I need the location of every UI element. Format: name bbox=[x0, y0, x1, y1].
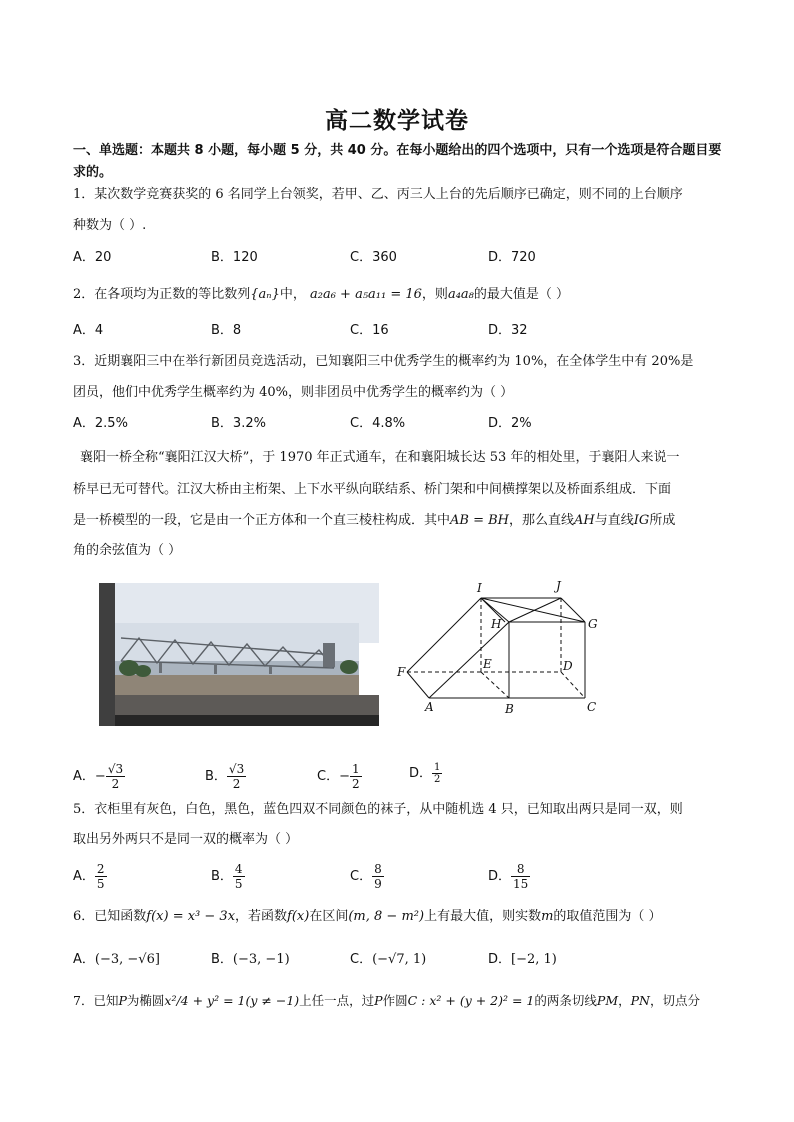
q7-comma: ， bbox=[618, 993, 631, 1008]
q4-option-a[interactable] bbox=[73, 762, 125, 791]
q7-pm: PM bbox=[596, 993, 619, 1008]
q6-variable: m bbox=[541, 909, 554, 924]
photo-rocks bbox=[115, 695, 379, 715]
q6-suffix2: 的取值范围为（ ） bbox=[553, 909, 662, 924]
q4-option-c-den: 2 bbox=[351, 777, 360, 791]
q6-suffix: 上有最大值，则实数 bbox=[424, 909, 542, 924]
q5-option-c-num: 8 bbox=[374, 862, 382, 876]
q5-option-b-den: 5 bbox=[234, 877, 243, 891]
q4-option-a-fraction bbox=[106, 762, 125, 791]
q6-mid: ，若函数 bbox=[235, 909, 288, 924]
q7-ellipse: x²/4 + y² = 1(y ≠ −1) bbox=[164, 993, 300, 1008]
q4-line-ig: IG bbox=[633, 513, 650, 528]
q5-option-a-label: A． bbox=[73, 869, 95, 884]
q7-circle: C : x² + (y + 2)² = 1 bbox=[407, 993, 535, 1008]
q3-option-a[interactable]: A．2.5% bbox=[73, 416, 128, 431]
q5-option-b-fraction bbox=[233, 862, 245, 891]
page-title: 高二数学试卷 bbox=[325, 108, 469, 134]
q3-options bbox=[73, 413, 723, 435]
q5-option-d-label: D． bbox=[488, 869, 512, 884]
q4-option-b-num: √3 bbox=[228, 762, 245, 776]
q6-option-a-value: (−3, −√6] bbox=[94, 952, 160, 967]
photo-tower bbox=[323, 643, 335, 667]
q4-option-d-label: D． bbox=[409, 766, 433, 781]
q2-mid: 中， bbox=[279, 287, 306, 302]
q6-option-b-label: B． bbox=[211, 952, 233, 967]
q4-line3-b: ，那么直线 bbox=[509, 513, 575, 528]
diagram-label-c: C bbox=[587, 700, 597, 714]
q2-prefix: 2．在各项均为正数的等比数列 bbox=[73, 287, 251, 302]
q1-line2: 种数为（ ）. bbox=[73, 218, 147, 233]
diagram-label-h: H bbox=[491, 617, 502, 631]
q6-interval: (m, 8 − m²) bbox=[348, 909, 425, 924]
q4-ab-bh: AB = BH bbox=[450, 513, 510, 528]
q6-option-b[interactable] bbox=[211, 949, 290, 971]
q4-option-d-den: 2 bbox=[434, 774, 441, 785]
q3-line2: 团员，他们中优秀学生概率约为 40%，则非团员中优秀学生的概率约为（ ） bbox=[73, 385, 514, 400]
q5-line1: 5．衣柜里有灰色，白色，黑色，蓝色四双不同颜色的袜子，从中随机选 4 只，已知取出两只是同一双，则 bbox=[73, 802, 683, 817]
q5-option-a-fraction bbox=[95, 862, 107, 891]
q6-prefix: 6．已知函数 bbox=[73, 909, 147, 924]
q5-option-b[interactable] bbox=[211, 862, 245, 891]
q4-options bbox=[73, 756, 723, 792]
diagram-label-f: F bbox=[397, 665, 406, 679]
q1-option-c[interactable]: C．360 bbox=[350, 250, 397, 265]
diagram-label-b: B bbox=[505, 702, 514, 716]
q6-option-a[interactable] bbox=[73, 949, 160, 971]
q2-condition: a₂a₆ + a₅a₁₁ = 16 bbox=[310, 287, 422, 302]
q4-line4: 角的余弦值为（ ） bbox=[73, 543, 182, 558]
q3-option-b[interactable]: B．3.2% bbox=[211, 416, 266, 431]
q4-option-b-den: 2 bbox=[232, 777, 241, 791]
q5-option-d-fraction bbox=[511, 862, 530, 891]
q7-line bbox=[73, 992, 700, 1010]
q4-option-c[interactable] bbox=[317, 762, 362, 791]
q4-option-a-den: 2 bbox=[111, 777, 120, 791]
q7-point-p2: P bbox=[374, 993, 383, 1008]
q1-options bbox=[73, 247, 723, 269]
q6-option-c[interactable] bbox=[350, 949, 426, 971]
q5-option-b-num: 4 bbox=[234, 862, 243, 876]
q3-option-c[interactable]: C．4.8% bbox=[350, 416, 406, 431]
q5-option-b-label: B． bbox=[211, 869, 233, 884]
q5-option-c-label: C． bbox=[350, 869, 373, 884]
q6-option-c-value: (−√7, 1) bbox=[372, 952, 427, 967]
q4-option-a-sign: − bbox=[94, 769, 106, 784]
q4-line3-c: 与直线 bbox=[594, 513, 634, 528]
q2-option-b[interactable]: B．8 bbox=[211, 323, 242, 338]
q6-line bbox=[73, 908, 662, 926]
q4-option-d-num: 1 bbox=[434, 762, 441, 773]
q7-mid3: 作圆 bbox=[382, 993, 408, 1008]
q2-option-c[interactable]: C．16 bbox=[350, 323, 389, 338]
q4-line-ah: AH bbox=[574, 513, 595, 528]
q5-option-a[interactable] bbox=[73, 862, 107, 891]
q4-option-b[interactable] bbox=[205, 762, 246, 791]
q4-line3-d: 所成 bbox=[649, 513, 676, 528]
q7-suffix: 的两条切线 bbox=[534, 993, 597, 1008]
q2-comma: ，则 bbox=[421, 287, 448, 302]
q6-option-b-value: (−3, −1) bbox=[232, 952, 290, 967]
q2-sequence: {aₙ} bbox=[250, 287, 280, 302]
photo-bottom-band bbox=[115, 715, 379, 726]
q6-fx: f(x) bbox=[287, 909, 310, 924]
q1-option-a[interactable]: A．20 bbox=[73, 250, 112, 265]
q6-options bbox=[73, 949, 723, 971]
q3-option-d[interactable]: D．2% bbox=[488, 416, 532, 431]
q2-option-a[interactable]: A．4 bbox=[73, 323, 104, 338]
q4-option-a-label: A． bbox=[73, 769, 95, 784]
q4-option-b-fraction bbox=[227, 762, 246, 791]
q4-option-c-sign: − bbox=[339, 769, 350, 784]
q7-pn: PN bbox=[630, 993, 650, 1008]
q7-mid: 为椭圆 bbox=[126, 993, 165, 1008]
q6-option-a-label: A． bbox=[73, 952, 95, 967]
diagram-label-d: D bbox=[563, 659, 573, 673]
q2-options bbox=[73, 320, 723, 342]
q1-option-d[interactable]: D．720 bbox=[488, 250, 536, 265]
bridge-photo bbox=[99, 583, 379, 726]
q5-option-c-fraction bbox=[372, 862, 384, 891]
photo-dark-edge bbox=[99, 583, 115, 726]
q6-option-d-label: D． bbox=[488, 952, 512, 967]
q3-line1: 3．近期襄阳三中在举行新团员竞选活动，已知襄阳三中优秀学生的概率约为 10%，在全体学生中有 20%是 bbox=[73, 354, 694, 369]
q6-option-c-label: C． bbox=[350, 952, 373, 967]
q1-line1: 1．某次数学竞赛获奖的 6 名同学上台领奖，若甲、乙、丙三人上台的先后顺序已确定，则不同的上台顺序 bbox=[73, 187, 683, 202]
diagram-label-i: I bbox=[477, 581, 482, 595]
q7-point-p: P bbox=[118, 993, 127, 1008]
q5-option-d-den: 15 bbox=[513, 877, 529, 891]
q2-option-d[interactable]: D．32 bbox=[488, 323, 528, 338]
diagram-solid-edges bbox=[407, 598, 585, 698]
q6-option-d-value: [−2, 1) bbox=[511, 952, 557, 967]
diagram-label-a: A bbox=[425, 700, 434, 714]
diagram-label-g: G bbox=[588, 617, 598, 631]
q6-mid2: 在区间 bbox=[309, 909, 349, 924]
q6-option-d[interactable] bbox=[488, 949, 557, 971]
q5-options bbox=[73, 856, 723, 892]
section-heading: 一、单选题：本题共 8 小题，每小题 5 分，共 40 分。在每小题给出的四个选项中，只有一个选项是符合题目要求的。 bbox=[73, 143, 722, 180]
q6-function: f(x) = x³ − 3x bbox=[146, 909, 236, 924]
q5-option-a-den: 5 bbox=[96, 877, 105, 891]
q4-line3-a: 是一桥模型的一段，它是由一个正方体和一个直三棱柱构成．其中 bbox=[73, 513, 451, 528]
q7-suffix2: ，切点分 bbox=[650, 993, 701, 1008]
q7-prefix: 7．已知 bbox=[73, 993, 119, 1008]
q4-line3 bbox=[73, 512, 675, 530]
q5-option-d[interactable] bbox=[488, 862, 530, 891]
q5-line2: 取出另外两只不是同一双的概率为（ ） bbox=[73, 832, 299, 847]
diagram-label-j: J bbox=[556, 579, 561, 593]
q4-option-c-num: 1 bbox=[351, 762, 360, 776]
q2-target: a₄a₈ bbox=[447, 287, 474, 302]
q1-option-b[interactable]: B．120 bbox=[211, 250, 258, 265]
bridge-model-diagram bbox=[395, 578, 615, 718]
q2-suffix: 的最大值是（ ） bbox=[473, 287, 570, 302]
q4-line1: 襄阳一桥全称“襄阳江汉大桥”，于 1970 年正式通车，在和襄阳城长达 53 年的相处里，于襄阳人来说一 bbox=[80, 450, 680, 465]
q5-option-a-num: 2 bbox=[96, 862, 105, 876]
q5-option-c-den: 9 bbox=[374, 877, 382, 891]
q7-mid2: 上任一点，过 bbox=[299, 993, 375, 1008]
diagram-label-e: E bbox=[483, 657, 492, 671]
q4-option-b-label: B． bbox=[205, 769, 227, 784]
q4-option-a-num: √3 bbox=[107, 762, 124, 776]
q5-option-d-num: 8 bbox=[511, 862, 530, 877]
q4-option-c-fraction bbox=[350, 762, 362, 791]
q4-option-c-label: C． bbox=[317, 769, 340, 784]
q4-line2: 桥早已无可替代。江汉大桥由主桁架、上下水平纵向联结系、桥门架和中间横撑架以及桥面系组成．下面 bbox=[73, 482, 672, 497]
q2-line bbox=[73, 286, 569, 304]
q4-option-d-fraction bbox=[432, 762, 442, 785]
q4-option-d[interactable] bbox=[409, 762, 442, 785]
q5-option-c[interactable] bbox=[350, 862, 384, 891]
